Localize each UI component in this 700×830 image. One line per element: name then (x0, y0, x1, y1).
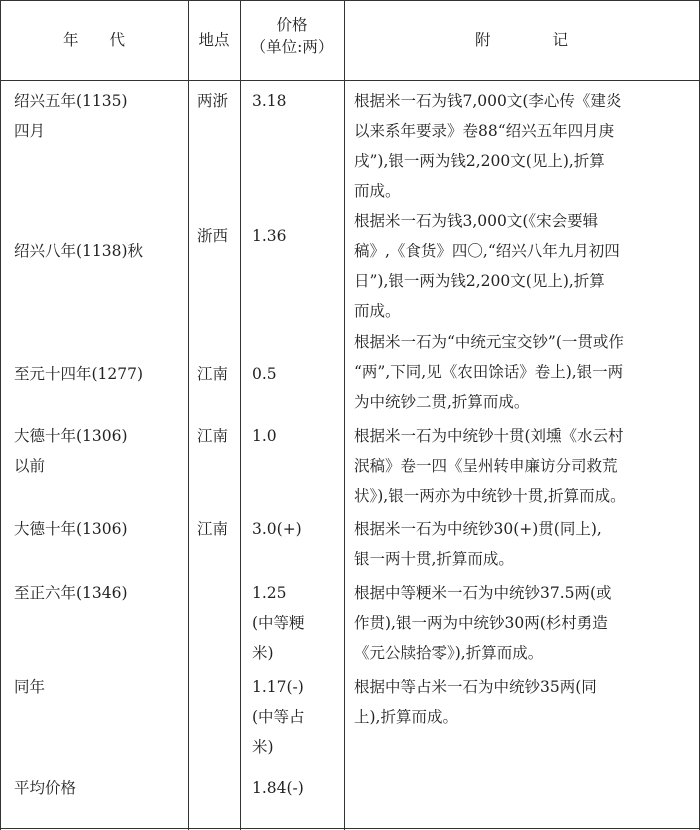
row-7-year (14, 672, 45, 702)
row-2-price (252, 221, 287, 251)
table-top-border (0, 0, 700, 1)
row-5-year (14, 514, 128, 544)
row-3-place: 江南 (197, 365, 229, 383)
row-6-note-line: 根据中等粳米一石为中统钞37.5两(或 (354, 584, 612, 602)
row-1-note (354, 86, 621, 206)
row-6-note-line: 作贯),银一两为中统钞30两(杉村勇造 (354, 614, 608, 632)
row-1-year (14, 86, 128, 146)
row-6-year (14, 578, 128, 608)
row-1-note-line: 而成。 (354, 182, 401, 200)
header-price (240, 14, 344, 58)
row-3-price-line: 0.5 (252, 365, 277, 383)
row-4-price-line: 1.0 (252, 427, 277, 445)
row-2-note (354, 206, 620, 326)
row-1-price-line: 3.18 (252, 92, 287, 110)
row-2-note-line: 而成。 (354, 302, 401, 320)
row-4-note (354, 421, 626, 511)
header-price-label: 价格 (276, 16, 308, 34)
row-6-year-line: 至正六年(1346) (14, 584, 128, 602)
row-7-price (252, 672, 305, 762)
col-divider-year-place (188, 0, 189, 830)
table-bottom-border (0, 828, 700, 829)
row-2-note-line: 根据米一石为钱3,000文(《宋会要辑 (354, 212, 599, 230)
row-2-place: 浙西 (197, 227, 229, 245)
row-3-note-line: “两”,下同,见《农田馀话》卷上),银一两 (354, 363, 624, 381)
row-4-note-line: 状》),银一两亦为中统钞十贯,折算而成。 (354, 487, 626, 505)
header-note: 附 记 (474, 31, 568, 49)
row-7-price-line: (中等占 (252, 708, 305, 726)
row-4-year (14, 421, 128, 481)
row-2-note-line: 稿》,《食货》四〇,“绍兴八年九月初四 (354, 242, 620, 260)
row-4-note-line: 泯稿》卷一四《呈州转申廉访分司救荒 (354, 457, 618, 475)
row-4-place: 江南 (197, 427, 229, 445)
col-divider-price-note (344, 0, 345, 830)
header-price-unit: （单位:两） (250, 38, 334, 56)
row-5-price (252, 514, 302, 544)
row-2-year (14, 236, 143, 266)
row-1-place: 两浙 (197, 92, 229, 110)
row-6-price (252, 578, 305, 668)
row-5-year-line: 大德十年(1306) (14, 520, 128, 538)
row-2-note-line: 日”),银一两为钱2,200文(见上),折算 (354, 272, 605, 290)
row-7-note-line: 上),折算而成。 (354, 708, 458, 726)
row-1-price (252, 86, 287, 116)
header-year: 年 代 (62, 31, 125, 49)
header-separator (0, 80, 700, 81)
row-2-price-line: 1.36 (252, 227, 287, 245)
row-4-year-line: 以前 (14, 457, 46, 475)
row-8-year (14, 773, 76, 803)
row-3-note-line: 根据米一石为“中统元宝交钞”(一贯或作 (354, 333, 624, 351)
row-1-note-line: 以来系年要录》卷88“绍兴五年四月庚 (354, 122, 615, 140)
row-6-price-line: (中等粳 (252, 614, 305, 632)
row-2-year-line: 绍兴八年(1138)秋 (14, 242, 144, 260)
row-1-year-line: 四月 (14, 122, 46, 140)
row-3-price (252, 359, 277, 389)
header-place: 地点 (198, 31, 230, 49)
row-6-price-line: 1.25 (252, 584, 287, 602)
row-5-place: 江南 (197, 520, 229, 538)
row-5-price-line: 3.0(+) (252, 520, 302, 538)
row-7-price-line: 米) (252, 738, 274, 756)
row-6-price-line: 米) (252, 644, 274, 662)
row-7-year-line: 同年 (14, 678, 46, 696)
row-1-year-line: 绍兴五年(1135) (14, 92, 128, 110)
row-7-note (354, 672, 597, 732)
table-left-border (0, 0, 1, 830)
row-5-note-line: 根据米一石为中统钞30(+)贯(同上), (354, 520, 602, 538)
row-7-note-line: 根据中等占米一石为中统钞35两(同 (354, 678, 597, 696)
row-3-year-line: 至元十四年(1277) (14, 365, 144, 383)
row-3-note (354, 327, 624, 417)
row-7-price-line: 1.17(-) (252, 678, 304, 696)
row-5-note (354, 514, 602, 574)
row-4-note-line: 根据米一石为中统钞十贯(刘壎《水云村 (354, 427, 624, 445)
row-1-note-line: 戌”),银一两为钱2,200文(见上),折算 (354, 152, 605, 170)
row-6-note (354, 578, 612, 668)
row-3-note-line: 为中统钞二贯,折算而成。 (354, 393, 530, 411)
row-4-price (252, 421, 277, 451)
row-8-price-line: 1.84(-) (252, 779, 304, 797)
row-5-note-line: 银一两十贯,折算而成。 (354, 550, 514, 568)
row-3-year (14, 359, 143, 389)
row-4-year-line: 大德十年(1306) (14, 427, 128, 445)
col-divider-place-price (240, 0, 241, 830)
row-8-price (252, 773, 304, 803)
row-1-note-line: 根据米一石为钱7,000文(李心传《建炎 (354, 92, 622, 110)
row-6-note-line: 《元公牍拾零》),折算而成。 (354, 644, 544, 662)
row-8-year-line: 平均价格 (14, 779, 77, 797)
